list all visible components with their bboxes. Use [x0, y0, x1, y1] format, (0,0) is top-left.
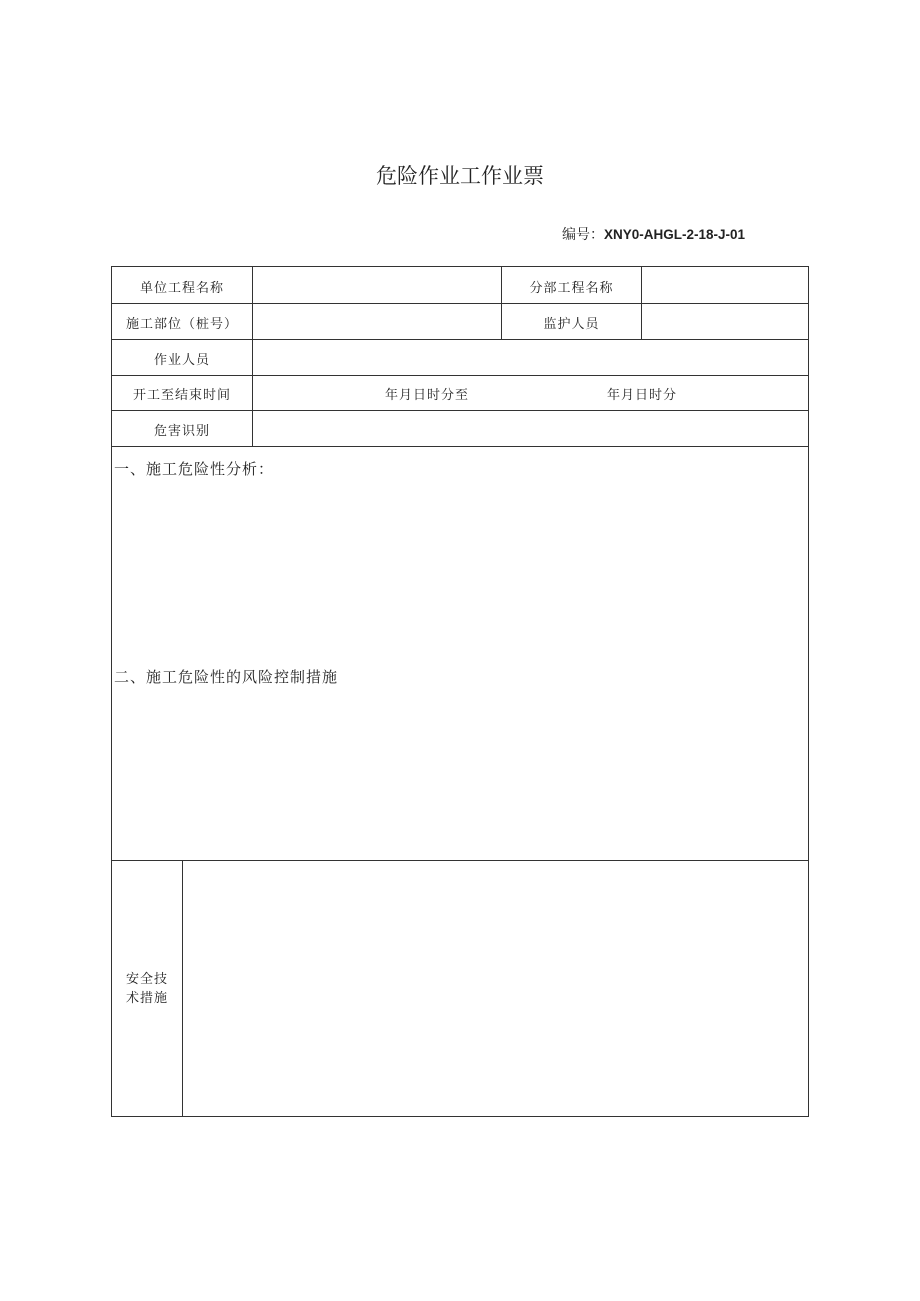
row-divider	[112, 446, 808, 447]
row-divider	[112, 410, 808, 411]
hazard-identification-field[interactable]	[253, 420, 808, 440]
sub-project-name-label: 分部工程名称	[529, 281, 614, 296]
unit-project-name-label: 单位工程名称	[139, 281, 224, 296]
document-code-prefix: 编号：	[562, 227, 604, 243]
column-divider	[182, 860, 183, 1116]
safety-measures-label-line1: 安全技	[125, 972, 168, 987]
row-divider	[112, 375, 808, 376]
safety-measures-field[interactable]	[184, 867, 804, 1107]
row-divider	[112, 860, 808, 861]
hazard-analysis-heading: 一、施工危险性分析：	[114, 460, 275, 478]
work-permit-form	[111, 266, 809, 1117]
sub-project-name-field[interactable]	[642, 277, 808, 297]
safety-measures-label	[112, 970, 182, 1008]
construction-location-field[interactable]	[253, 313, 501, 333]
row-divider	[112, 339, 808, 340]
risk-control-heading: 二、施工危险性的风险控制措施	[114, 668, 339, 686]
document-title: 危险作业工作业票	[376, 164, 544, 188]
workers-field[interactable]	[253, 349, 808, 369]
hazard-identification-label: 危害识别	[153, 424, 210, 439]
row-divider	[112, 303, 808, 304]
supervisor-label: 监护人员	[543, 317, 600, 332]
supervisor-field[interactable]	[642, 313, 808, 333]
safety-measures-label-line2: 术措施	[125, 991, 168, 1006]
work-period-label: 开工至结束时间	[132, 388, 231, 403]
document-code-value: XNY0-AHGL-2-18-J-01	[604, 227, 746, 242]
unit-project-name-field[interactable]	[253, 277, 501, 297]
workers-label: 作业人员	[153, 353, 210, 368]
document-code	[562, 224, 745, 244]
work-period-end[interactable]: 年月日时分	[607, 388, 678, 403]
construction-location-label: 施工部位（桩号）	[125, 317, 238, 332]
work-period-start[interactable]: 年月日时分至	[385, 388, 470, 403]
